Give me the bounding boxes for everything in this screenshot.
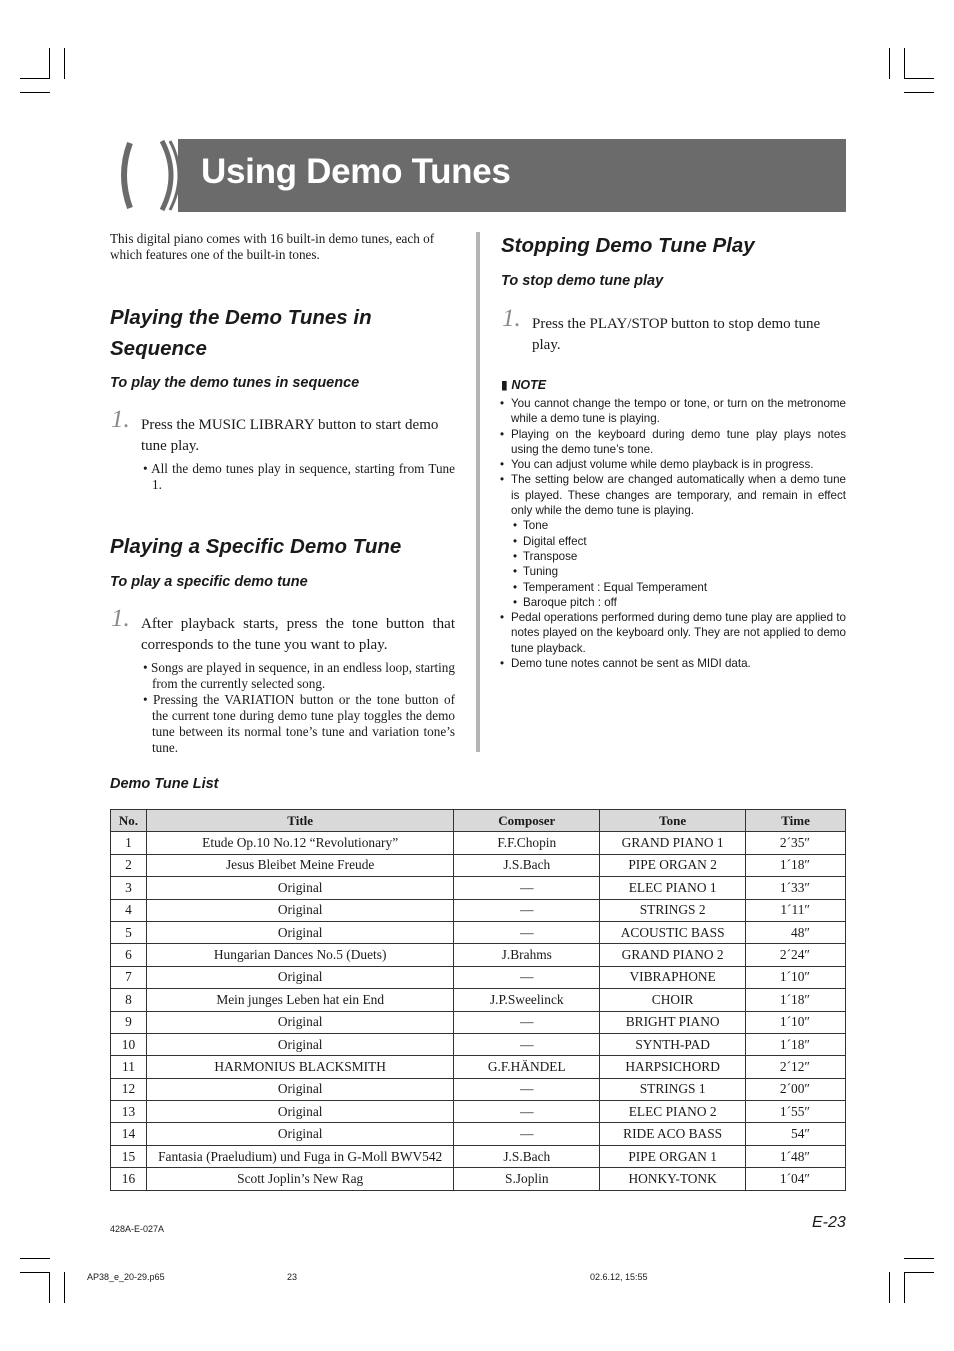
table-row bbox=[111, 832, 846, 854]
table-row bbox=[111, 1145, 846, 1167]
cell-title: HARMONIUS BLACKSMITH bbox=[146, 1056, 453, 1078]
table-row bbox=[111, 1056, 846, 1078]
table-row bbox=[111, 1123, 846, 1145]
table-row bbox=[111, 944, 846, 966]
print-file: AP38_e_20-29.p65 bbox=[87, 1272, 165, 1282]
cell-no: 13 bbox=[111, 1101, 147, 1123]
table-row bbox=[111, 1011, 846, 1033]
list-item: • All the demo tunes play in sequence, starting from Tune 1. bbox=[143, 461, 455, 492]
list-item: • Playing on the keyboard during demo tune play plays notes using the demo tune’s tone. bbox=[499, 427, 846, 458]
list-item: • Pressing the VARIATION button or the tone button of the current tone during demo tune play toggles the demo tune between its normal tone’s tune and variation tone’s tune. bbox=[143, 692, 455, 755]
cell-composer: — bbox=[454, 877, 600, 899]
cell-composer: — bbox=[454, 1123, 600, 1145]
cell-tone: ACOUSTIC BASS bbox=[600, 921, 746, 943]
stopping-step-number: 1. bbox=[502, 305, 521, 332]
column-header-time: Time bbox=[746, 810, 846, 832]
page-title: Using Demo Tunes bbox=[201, 152, 511, 191]
table-row bbox=[111, 1101, 846, 1123]
cell-no: 10 bbox=[111, 1033, 147, 1055]
cell-tone: VIBRAPHONE bbox=[600, 966, 746, 988]
cell-title: Mein junges Leben hat ein End bbox=[146, 989, 453, 1011]
sequence-step-number: 1. bbox=[111, 406, 130, 433]
cell-time: 1´18″ bbox=[746, 989, 846, 1011]
cell-title: Hungarian Dances No.5 (Duets) bbox=[146, 944, 453, 966]
cell-composer: J.Brahms bbox=[454, 944, 600, 966]
note-icon: ▮ bbox=[501, 378, 508, 392]
cell-composer: — bbox=[454, 899, 600, 921]
stopping-subheading: To stop demo tune play bbox=[501, 273, 664, 289]
column-header-composer: Composer bbox=[454, 810, 600, 832]
cell-no: 8 bbox=[111, 989, 147, 1011]
table-row bbox=[111, 877, 846, 899]
list-subitem: • Digital effect bbox=[499, 534, 846, 549]
list-subitem: • Tone bbox=[499, 518, 846, 533]
list-subitem: • Transpose bbox=[499, 549, 846, 564]
list-item: • The setting below are changed automatically when a demo tune is played. These changes are temporary, and remain in effect only while the demo tune is playing. bbox=[499, 472, 846, 518]
demo-tune-table bbox=[110, 809, 846, 1191]
specific-heading: Playing a Specific Demo Tune bbox=[110, 535, 402, 558]
cell-composer: — bbox=[454, 1078, 600, 1100]
cell-title: Jesus Bleibet Meine Freude bbox=[146, 854, 453, 876]
cell-tone: BRIGHT PIANO bbox=[600, 1011, 746, 1033]
cell-no: 9 bbox=[111, 1011, 147, 1033]
list-item: • Demo tune notes cannot be sent as MIDI data. bbox=[499, 656, 846, 671]
specific-bullets bbox=[143, 660, 455, 756]
note-heading bbox=[501, 377, 546, 392]
cell-title: Fantasia (Praeludium) und Fuga in G-Moll BWV542 bbox=[146, 1145, 453, 1167]
table-header-row bbox=[111, 810, 846, 832]
table-row bbox=[111, 854, 846, 876]
cell-tone: RIDE ACO BASS bbox=[600, 1123, 746, 1145]
table-row bbox=[111, 899, 846, 921]
list-item: • Songs are played in sequence, in an endless loop, starting from the currently selected song. bbox=[143, 660, 455, 691]
cell-tone: GRAND PIANO 2 bbox=[600, 944, 746, 966]
cell-title: Original bbox=[146, 1011, 453, 1033]
list-subitem: • Temperament : Equal Temperament bbox=[499, 580, 846, 595]
cell-no: 14 bbox=[111, 1123, 147, 1145]
cell-no: 6 bbox=[111, 944, 147, 966]
cell-composer: F.F.Chopin bbox=[454, 832, 600, 854]
cell-tone: GRAND PIANO 1 bbox=[600, 832, 746, 854]
cell-no: 15 bbox=[111, 1145, 147, 1167]
cell-composer: G.F.HÄNDEL bbox=[454, 1056, 600, 1078]
cell-title: Original bbox=[146, 1123, 453, 1145]
cell-title: Original bbox=[146, 966, 453, 988]
cell-time: 1´04″ bbox=[746, 1168, 846, 1190]
stopping-heading: Stopping Demo Tune Play bbox=[501, 234, 755, 257]
table-row bbox=[111, 921, 846, 943]
cell-time: 1´48″ bbox=[746, 1145, 846, 1167]
print-page: 23 bbox=[287, 1272, 298, 1282]
cell-time: 2´35″ bbox=[746, 832, 846, 854]
intro-text: This digital piano comes with 16 built-in demo tunes, each of which features one of the built-in tones. bbox=[110, 231, 435, 262]
cell-time: 2´12″ bbox=[746, 1056, 846, 1078]
page-number: E-23 bbox=[812, 1214, 846, 1231]
list-item: • You can adjust volume while demo playback is in progress. bbox=[499, 457, 846, 472]
column-header-no: No. bbox=[111, 810, 147, 832]
cell-composer: — bbox=[454, 1011, 600, 1033]
cell-title: Original bbox=[146, 1101, 453, 1123]
cell-tone: ELEC PIANO 2 bbox=[600, 1101, 746, 1123]
specific-subheading: To play a specific demo tune bbox=[110, 574, 308, 590]
note-title: NOTE bbox=[511, 378, 547, 392]
sequence-heading: Playing the Demo Tunes in Sequence bbox=[110, 306, 372, 360]
cell-time: 1´10″ bbox=[746, 966, 846, 988]
column-header-title: Title bbox=[146, 810, 453, 832]
cell-no: 3 bbox=[111, 877, 147, 899]
cell-composer: — bbox=[454, 1033, 600, 1055]
cell-composer: J.S.Bach bbox=[454, 1145, 600, 1167]
cell-title: Original bbox=[146, 1078, 453, 1100]
list-item: • Pedal operations performed during demo tune play are applied to notes played on the keyboard only. They are not applied to demo tune playback. bbox=[499, 610, 846, 656]
cell-composer: S.Joplin bbox=[454, 1168, 600, 1190]
cell-no: 4 bbox=[111, 899, 147, 921]
table-body bbox=[111, 832, 846, 1190]
cell-title: Original bbox=[146, 877, 453, 899]
cell-title: Original bbox=[146, 899, 453, 921]
list-item: • You cannot change the tempo or tone, or turn on the metronome while a demo tune is playing. bbox=[499, 396, 846, 427]
column-divider bbox=[476, 232, 480, 752]
cell-time: 1´18″ bbox=[746, 1033, 846, 1055]
cell-tone: STRINGS 1 bbox=[600, 1078, 746, 1100]
cell-tone: ELEC PIANO 1 bbox=[600, 877, 746, 899]
bracket-ornament-icon bbox=[110, 139, 190, 212]
table-row bbox=[111, 1168, 846, 1190]
cell-composer: — bbox=[454, 1101, 600, 1123]
cell-composer: — bbox=[454, 921, 600, 943]
tune-list-heading: Demo Tune List bbox=[110, 776, 219, 792]
cell-time: 1´10″ bbox=[746, 1011, 846, 1033]
cell-title: Original bbox=[146, 921, 453, 943]
table-row bbox=[111, 966, 846, 988]
cell-tone: PIPE ORGAN 1 bbox=[600, 1145, 746, 1167]
cell-title: Original bbox=[146, 1033, 453, 1055]
cell-title: Scott Joplin’s New Rag bbox=[146, 1168, 453, 1190]
column-header-tone: Tone bbox=[600, 810, 746, 832]
specific-step-text: After playback starts, press the tone button that corresponds to the tune you want to play. bbox=[141, 616, 455, 653]
cell-time: 54″ bbox=[746, 1123, 846, 1145]
cell-time: 1´55″ bbox=[746, 1101, 846, 1123]
cell-tone: HARPSICHORD bbox=[600, 1056, 746, 1078]
cell-tone: PIPE ORGAN 2 bbox=[600, 854, 746, 876]
cell-time: 1´33″ bbox=[746, 877, 846, 899]
cell-no: 12 bbox=[111, 1078, 147, 1100]
cell-tone: CHOIR bbox=[600, 989, 746, 1011]
cell-composer: — bbox=[454, 966, 600, 988]
list-subitem: • Baroque pitch : off bbox=[499, 595, 846, 610]
cell-time: 1´18″ bbox=[746, 854, 846, 876]
list-subitem: • Tuning bbox=[499, 564, 846, 579]
stopping-step-text: Press the PLAY/STOP button to stop demo tune play. bbox=[532, 316, 821, 353]
cell-tone: SYNTH-PAD bbox=[600, 1033, 746, 1055]
cell-no: 7 bbox=[111, 966, 147, 988]
table-row bbox=[111, 1078, 846, 1100]
cell-no: 16 bbox=[111, 1168, 147, 1190]
sequence-bullets bbox=[143, 461, 455, 493]
print-date: 02.6.12, 15:55 bbox=[590, 1272, 648, 1282]
sequence-step-text: Press the MUSIC LIBRARY button to start demo tune play. bbox=[141, 417, 439, 454]
cell-tone: STRINGS 2 bbox=[600, 899, 746, 921]
cell-time: 48″ bbox=[746, 921, 846, 943]
cell-time: 2´00″ bbox=[746, 1078, 846, 1100]
doc-code: 428A-E-027A bbox=[110, 1224, 165, 1234]
table-row bbox=[111, 1033, 846, 1055]
note-list bbox=[499, 396, 846, 671]
cell-no: 1 bbox=[111, 832, 147, 854]
cell-no: 5 bbox=[111, 921, 147, 943]
cell-no: 11 bbox=[111, 1056, 147, 1078]
cell-tone: HONKY-TONK bbox=[600, 1168, 746, 1190]
sequence-subheading: To play the demo tunes in sequence bbox=[110, 375, 360, 391]
cell-time: 1´11″ bbox=[746, 899, 846, 921]
cell-composer: J.S.Bach bbox=[454, 854, 600, 876]
cell-time: 2´24″ bbox=[746, 944, 846, 966]
cell-no: 2 bbox=[111, 854, 147, 876]
cell-title: Etude Op.10 No.12 “Revolutionary” bbox=[146, 832, 453, 854]
specific-step-number: 1. bbox=[111, 605, 130, 632]
cell-composer: J.P.Sweelinck bbox=[454, 989, 600, 1011]
table-row bbox=[111, 989, 846, 1011]
